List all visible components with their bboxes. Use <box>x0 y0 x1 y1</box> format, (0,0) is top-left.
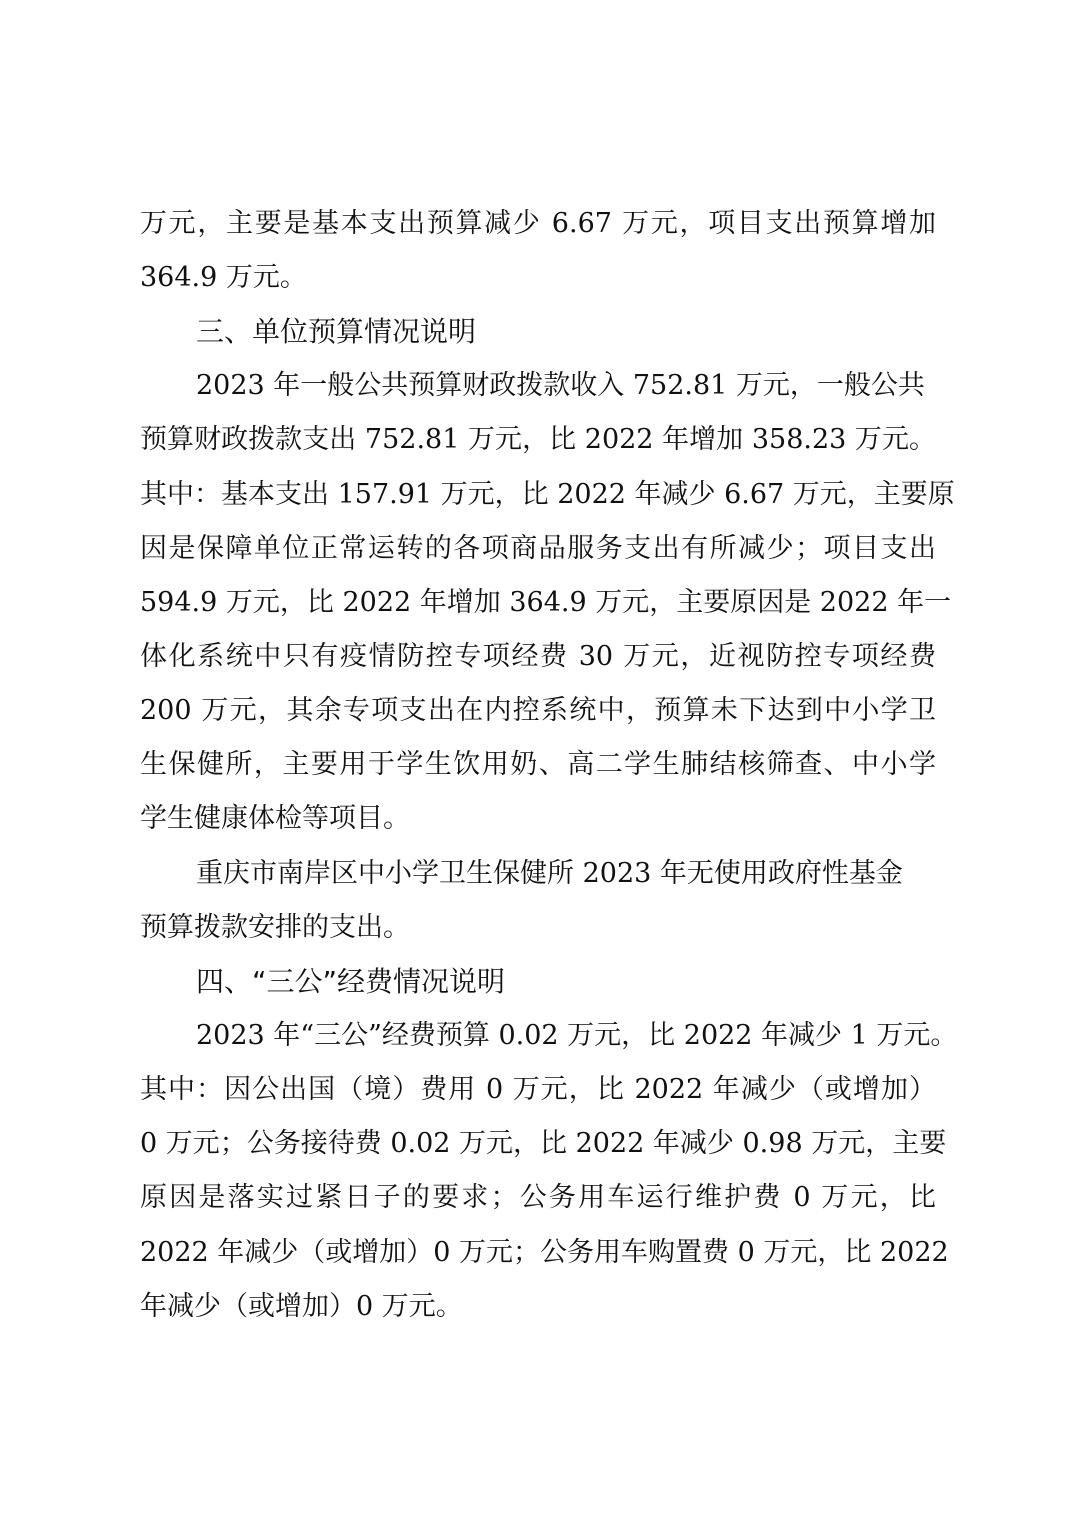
text-line: 2023 年“三公”经费预算 0.02 万元，比 2022 年减少 1 万元。 <box>196 1020 958 1051</box>
text-line: 预算财政拨款支出 752.81 万元，比 2022 年增加 358.23 万元。 <box>140 424 936 455</box>
text-line: 364.9 万元。 <box>140 262 307 293</box>
text-line: 原因是落实过紧日子的要求；公务用车运行维护费 0 万元，比 <box>140 1182 936 1213</box>
text-line: 2023 年一般公共预算财政拨款收入 752.81 万元，一般公共 <box>196 370 925 401</box>
text-line: 体化系统中只有疫情防控专项经费 30 万元，近视防控专项经费 <box>140 641 936 672</box>
text-line: 年减少（或增加）0 万元。 <box>140 1291 463 1322</box>
text-line: 594.9 万元，比 2022 年增加 364.9 万元，主要原因是 2022 年一 <box>140 587 952 618</box>
text-line: 万元，主要是基本支出预算减少 6.67 万元，项目支出预算增加 <box>140 208 936 239</box>
section-heading: 四、“三公”经费情况说明 <box>196 965 506 998</box>
text-line: 0 万元；公务接待费 0.02 万元，比 2022 年减少 0.98 万元，主要 <box>140 1128 947 1159</box>
text-line: 生保健所，主要用于学生饮用奶、高二学生肺结核筛查、中小学 <box>140 749 936 780</box>
text-line: 学生健康体检等项目。 <box>140 803 410 834</box>
text-line: 其中：基本支出 157.91 万元，比 2022 年减少 6.67 万元，主要原 <box>140 479 955 510</box>
text-line: 200 万元，其余专项支出在内控系统中，预算未下达到中小学卫 <box>140 695 936 726</box>
section-heading: 三、单位预算情况说明 <box>196 315 477 348</box>
text-line: 2022 年减少（或增加）0 万元；公务用车购置费 0 万元，比 2022 <box>140 1237 949 1268</box>
text-line: 预算拨款安排的支出。 <box>140 912 410 943</box>
text-line: 其中：因公出国（境）费用 0 万元，比 2022 年减少（或增加） <box>140 1074 936 1105</box>
text-line: 因是保障单位正常运转的各项商品服务支出有所减少；项目支出 <box>140 533 936 564</box>
text-line: 重庆市南岸区中小学卫生保健所 2023 年无使用政府性基金 <box>196 858 903 889</box>
